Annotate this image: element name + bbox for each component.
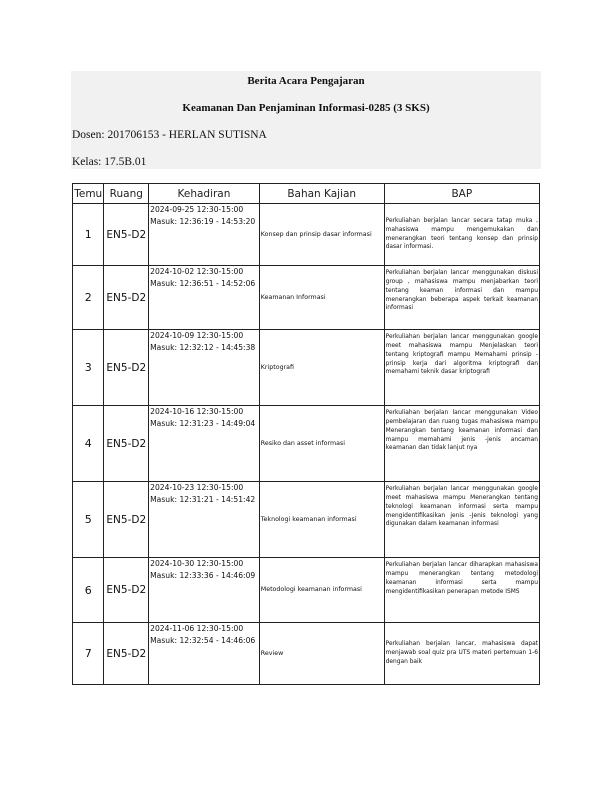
attendance-cell	[149, 623, 260, 685]
table-header-row	[73, 184, 540, 204]
table-row	[73, 482, 540, 558]
topic-cell: Konsep dan prinsip dasar informasi	[259, 204, 384, 266]
schedule-time: 2024-10-23 12:30-15:00	[150, 483, 244, 492]
attendance-cell	[149, 482, 260, 558]
room-cell: EN5-D2	[104, 406, 149, 482]
room-cell: EN5-D2	[104, 558, 149, 623]
table-row	[73, 330, 540, 406]
header-bahan-kajian: Bahan Kajian	[259, 184, 384, 204]
room-cell: EN5-D2	[104, 330, 149, 406]
table-row	[73, 266, 540, 330]
bap-cell: Perkuliahan berjalan lancar secara tatap muka , mahasiswa mampu mengemukakan dan menerangkan teori tentang konsep dan prinsip dasar informasi.	[384, 204, 539, 266]
table-row	[73, 204, 540, 266]
topic-cell: Review	[259, 623, 384, 685]
check-in-time: Masuk: 12:32:12 - 14:45:38	[150, 342, 256, 352]
bap-cell: Perkuliahan berjalan lancar diharapkan mahasiswa mampu menerangkan tentang metodologi keamanan informasi serta mampu mengidentifikasikan penerapan metode ISMS	[384, 558, 539, 623]
bap-cell: Perkuliahan berjalan lancar menggunakan google meet mahasiswa mampu Menerangkan tentang teknologi keamanan informasi serta mampu mengidentifikasikan jenis -Jenis teknologi yang digunakan dalam keamanan informasi	[384, 482, 539, 558]
room-cell: EN5-D2	[104, 482, 149, 558]
attendance-cell	[149, 266, 260, 330]
course-title: Keamanan Dan Penjaminan Informasi-0285 (3 SKS)	[182, 102, 430, 114]
meeting-number: 2	[73, 266, 104, 330]
schedule-time: 2024-09-25 12:30-15:00	[150, 205, 244, 214]
header-bap: BAP	[384, 184, 539, 204]
room-cell: EN5-D2	[104, 266, 149, 330]
attendance-cell	[149, 330, 260, 406]
schedule-time: 2024-10-30 12:30-15:00	[150, 559, 244, 568]
bap-cell: Perkuliahan berjalan lancar, mahasiswa dapat menjawab soal quiz pra UTS materi pertemuan 1-6 dengan baik	[384, 623, 539, 685]
meeting-number: 5	[73, 482, 104, 558]
topic-cell: Teknologi keamanan informasi	[259, 482, 384, 558]
check-in-time: Masuk: 12:31:21 - 14:51:42	[150, 494, 256, 504]
header-temu: Temu	[73, 184, 104, 204]
schedule-time: 2024-10-16 12:30-15:00	[150, 407, 244, 416]
topic-cell: Kriptografi	[259, 330, 384, 406]
topic-cell: Resiko dan asset informasi	[259, 406, 384, 482]
schedule-time: 2024-10-09 12:30-15:00	[150, 331, 244, 340]
room-cell: EN5-D2	[104, 204, 149, 266]
header-ruang: Ruang	[104, 184, 149, 204]
bap-cell: Perkuliahan berjalan lancar menggunakan diskusi group , mahasiswa mampu menjabarkan teori tentang keaman informasi dan mampu menerangkan beberapa aspek terkait keamanan informasi	[384, 266, 539, 330]
header-kehadiran: Kehadiran	[149, 184, 260, 204]
table-row	[73, 558, 540, 623]
lecturer-info: Dosen: 201706153 - HERLAN SUTISNA	[72, 129, 267, 141]
check-in-time: Masuk: 12:32:54 - 14:46:06	[150, 635, 256, 645]
schedule-time: 2024-11-06 12:30-15:00	[150, 624, 244, 633]
table-row	[73, 406, 540, 482]
document-header	[71, 71, 541, 169]
attendance-cell	[149, 558, 260, 623]
topic-cell: Keamanan Informasi	[259, 266, 384, 330]
table-row	[73, 623, 540, 685]
teaching-record-table	[72, 183, 540, 685]
topic-cell: Metodologi keamanan informasi	[259, 558, 384, 623]
meeting-number: 6	[73, 558, 104, 623]
meeting-number: 3	[73, 330, 104, 406]
schedule-time: 2024-10-02 12:30-15:00	[150, 267, 244, 276]
attendance-cell	[149, 204, 260, 266]
bap-cell: Perkuliahan berjalan lancar menggunakan Video pembelajaran dan ruang tugas mahasiswa mampu Menerangkan tentang keamanan informasi dan mampu memahami jenis -jenis ancaman keamanan dan tidak lanjut nya	[384, 406, 539, 482]
bap-cell: Perkuliahan berjalan lancar menggunakan google meet mahasiswa mampu Menjelaskan teori tentang kriptografi mampu Memahami prinsip -prinsip kerja dari algoritma kriptografi dan memahami teknik dasar kriptografi	[384, 330, 539, 406]
check-in-time: Masuk: 12:36:51 - 14:52:06	[150, 278, 256, 288]
meeting-number: 1	[73, 204, 104, 266]
meeting-number: 4	[73, 406, 104, 482]
meeting-number: 7	[73, 623, 104, 685]
class-info: Kelas: 17.5B.01	[72, 156, 147, 168]
check-in-time: Masuk: 12:31:23 - 14:49:04	[150, 418, 256, 428]
document-title: Berita Acara Pengajaran	[247, 75, 365, 87]
attendance-cell	[149, 406, 260, 482]
check-in-time: Masuk: 12:33:36 - 14:46:09	[150, 570, 256, 580]
room-cell: EN5-D2	[104, 623, 149, 685]
check-in-time: Masuk: 12:36:19 - 14:53:20	[150, 216, 256, 226]
